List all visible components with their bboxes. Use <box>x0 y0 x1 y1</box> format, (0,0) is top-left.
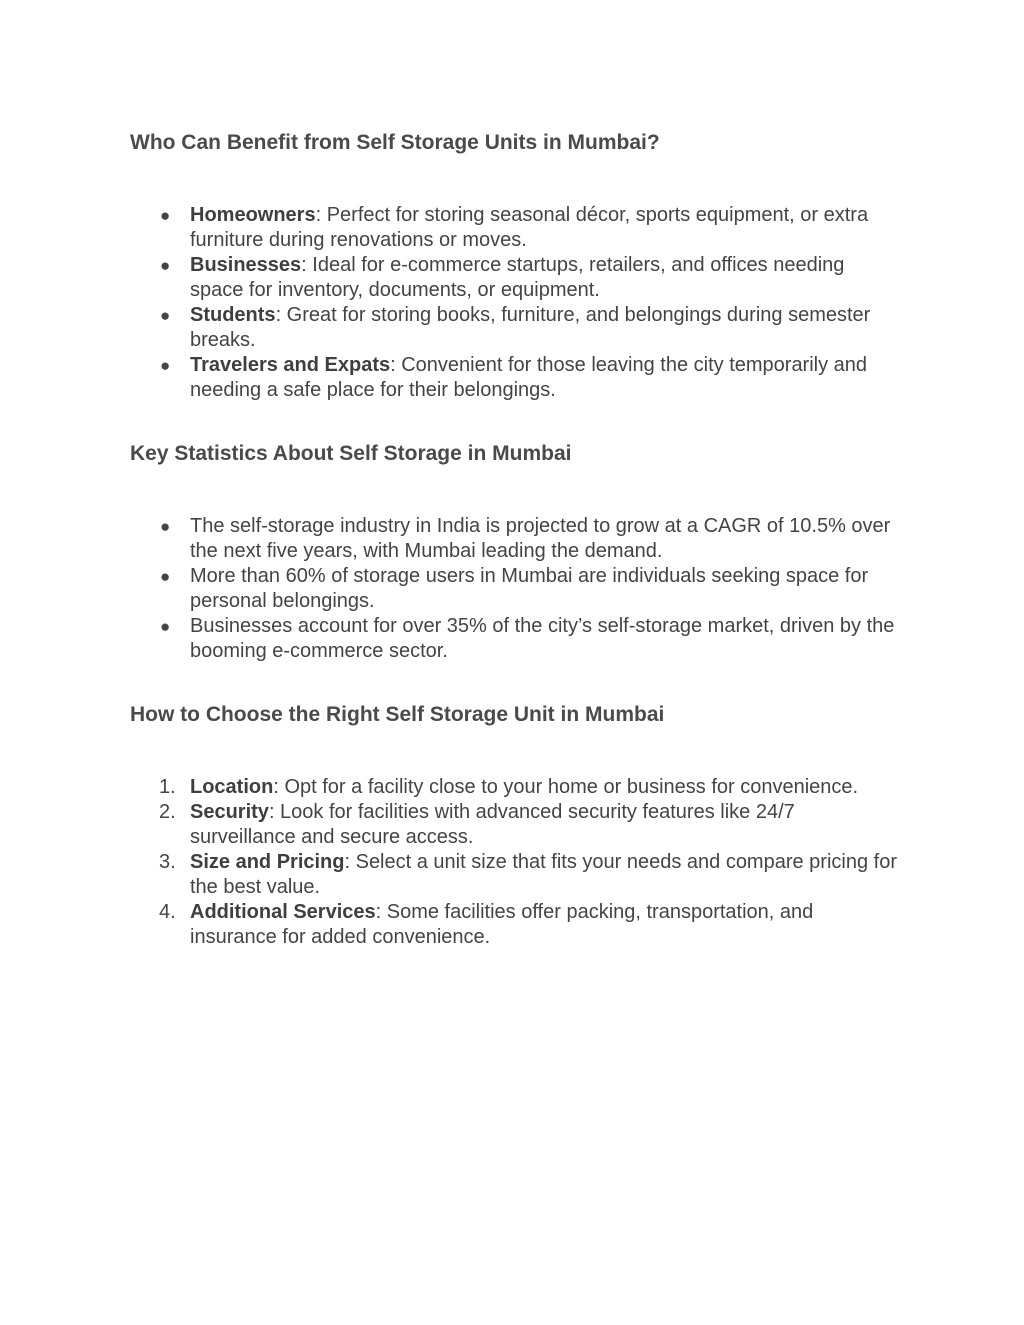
list-item <box>130 303 900 353</box>
list-item-number: 1. <box>159 776 176 798</box>
bullet-icon: ● <box>160 356 171 375</box>
bullet-icon: ● <box>160 306 171 325</box>
list-item-term: Location <box>190 776 274 798</box>
list-item <box>130 775 900 800</box>
bullet-icon: ● <box>160 256 171 275</box>
list-item-term: Security <box>190 801 269 823</box>
statistics-bullet-list <box>130 514 900 664</box>
bullet-icon: ● <box>160 617 171 636</box>
list-item-number: 3. <box>159 851 176 873</box>
benefits-bullet-list <box>130 203 900 403</box>
list-item <box>130 800 900 850</box>
list-item <box>130 203 900 253</box>
how-to-choose-numbered-list <box>130 775 900 950</box>
list-item <box>130 564 900 614</box>
list-item-text: : Look for facilities with advanced security features like 24/7 surveillance and secure access. <box>190 801 795 848</box>
section-heading-statistics: Key Statistics About Self Storage in Mumbai <box>130 442 572 465</box>
list-item-term: Homeowners <box>190 204 316 226</box>
list-item <box>130 900 900 950</box>
bullet-icon: ● <box>160 517 171 536</box>
list-item <box>130 850 900 900</box>
list-item <box>130 353 900 403</box>
list-item-text: : Select a unit size that fits your needs and compare pricing for the best value. <box>190 851 897 898</box>
list-item-term: Size and Pricing <box>190 851 345 873</box>
list-item-text: : Some facilities offer packing, transportation, and insurance for added convenience. <box>190 901 814 948</box>
list-item-term: Additional Services <box>190 901 376 923</box>
bullet-icon: ● <box>160 206 171 225</box>
list-item-term: Travelers and Expats <box>190 354 391 376</box>
list-item-term: Students <box>190 304 276 326</box>
list-item-number: 4. <box>159 901 176 923</box>
list-item-text: The self-storage industry in India is projected to grow at a CAGR of 10.5% over the next five years, with Mumbai leading the demand. <box>190 515 891 562</box>
list-item-text: : Opt for a facility close to your home or business for convenience. <box>273 776 859 798</box>
list-item-text: More than 60% of storage users in Mumbai are individuals seeking space for personal belongings. <box>190 565 869 612</box>
list-item-text: : Ideal for e-commerce startups, retailers, and offices needing space for inventory, documents, or equipment. <box>190 254 845 301</box>
list-item <box>130 514 900 564</box>
section-heading-how-to-choose: How to Choose the Right Self Storage Unit in Mumbai <box>130 703 665 726</box>
list-item-number: 2. <box>159 801 176 823</box>
list-item <box>130 253 900 303</box>
bullet-icon: ● <box>160 567 171 586</box>
list-item-text: Businesses account for over 35% of the city’s self-storage market, driven by the booming e-commerce sector. <box>190 615 895 662</box>
list-item <box>130 614 900 664</box>
list-item-text: : Great for storing books, furniture, and belongings during semester breaks. <box>190 304 871 351</box>
list-item-term: Businesses <box>190 254 302 276</box>
list-item-text: : Convenient for those leaving the city temporarily and needing a safe place for their belongings. <box>190 354 868 401</box>
list-item-text: : Perfect for storing seasonal décor, sports equipment, or extra furniture during renovations or moves. <box>190 204 869 251</box>
section-heading-benefits: Who Can Benefit from Self Storage Units in Mumbai? <box>130 131 660 154</box>
